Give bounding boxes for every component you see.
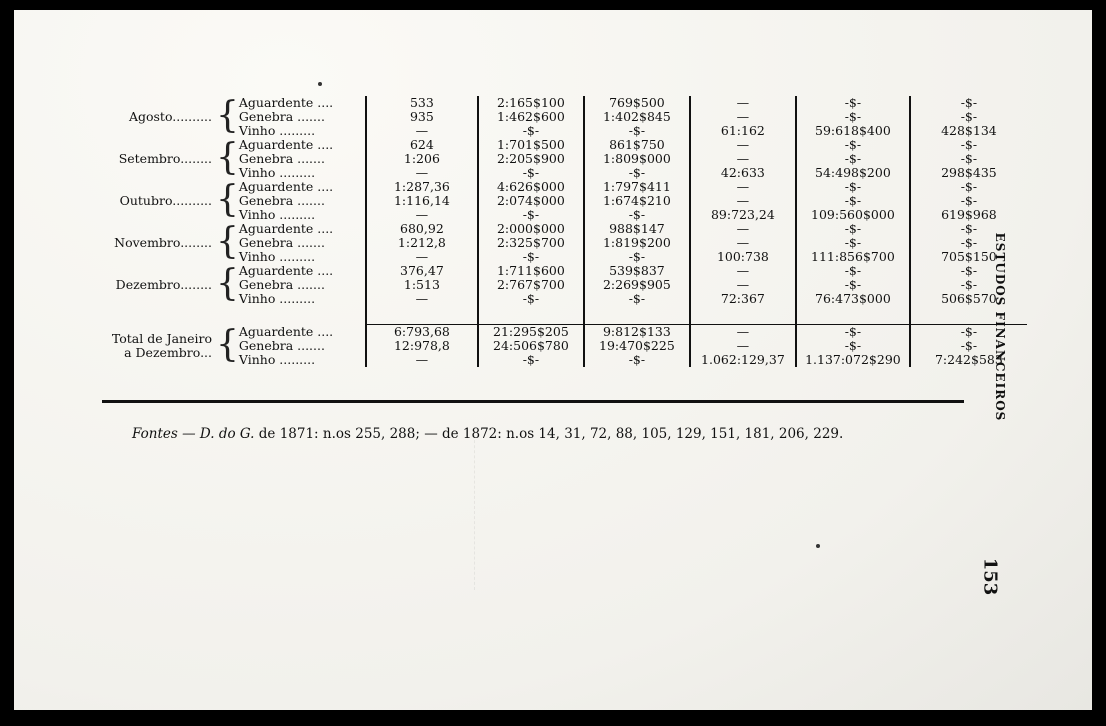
table-row: [92, 222, 1027, 236]
table-cell: 19:470$225: [584, 339, 690, 353]
table-cell: —: [366, 124, 478, 138]
table-cell: -$-: [478, 208, 584, 222]
table-cell: —: [366, 292, 478, 306]
table-cell: 1:206: [366, 152, 478, 166]
table-cell: -$-: [478, 166, 584, 180]
table-cell: —: [366, 166, 478, 180]
beverage-label: Genebra .......: [238, 109, 325, 124]
table-cell: -$-: [910, 236, 1027, 250]
table-cell: 24:506$780: [478, 339, 584, 353]
table-cell: —: [690, 339, 796, 353]
sources-text: de 1871: n.os 255, 288; — de 1872: n.os 14, 31, 72, 88, 105, 129, 151, 181, 206, 229.: [258, 426, 844, 442]
month-label: Setembro........: [118, 151, 212, 166]
table-cell: 861$750: [584, 138, 690, 152]
beverage-label: Vinho .........: [238, 291, 316, 306]
table-cell: 1:287,36: [366, 180, 478, 194]
beverage-label: Genebra .......: [238, 338, 325, 353]
table-cell: -$-: [910, 138, 1027, 152]
sources-label: Fontes —: [132, 426, 196, 442]
table-row: [92, 180, 1027, 194]
table-cell: 54:498$200: [796, 166, 910, 180]
separator-row: [92, 306, 1027, 325]
table-cell: —: [690, 194, 796, 208]
table-cell: 988$147: [584, 222, 690, 236]
table-cell: -$-: [910, 96, 1027, 110]
table-cell: -$-: [796, 278, 910, 292]
beverage-label: Aguardente ....: [238, 221, 334, 236]
table-cell: —: [366, 250, 478, 264]
brace-glyph: {: [216, 137, 239, 178]
table-cell: 680,92: [366, 222, 478, 236]
table-cell: —: [690, 152, 796, 166]
ink-speck: [318, 82, 322, 86]
table-cell: 76:473$000: [796, 292, 910, 306]
table-cell: 705$150: [910, 250, 1027, 264]
table-cell: 72:367: [690, 292, 796, 306]
table-cell: -$-: [910, 152, 1027, 166]
table-cell: -$-: [478, 353, 584, 367]
sources-publication: D. do G.: [199, 426, 255, 442]
table-cell: 624: [366, 138, 478, 152]
table-cell: 298$435: [910, 166, 1027, 180]
table-cell: —: [690, 180, 796, 194]
table-cell: 42:633: [690, 166, 796, 180]
table-row: [92, 264, 1027, 278]
table-cell: —: [366, 208, 478, 222]
table-cell: -$-: [584, 208, 690, 222]
table-cell: 1.062:129,37: [690, 353, 796, 367]
table-cell: 2:074$000: [478, 194, 584, 208]
table-cell: —: [690, 325, 796, 340]
beverage-label: Aguardente ....: [238, 95, 334, 110]
page-number: 153: [979, 557, 1001, 596]
table-cell: —: [690, 96, 796, 110]
table-cell: -$-: [796, 222, 910, 236]
table-cell: 1:797$411: [584, 180, 690, 194]
table-cell: 1:711$600: [478, 264, 584, 278]
total-label: [92, 325, 216, 368]
beverage-label: Vinho .........: [238, 165, 316, 180]
table-cell: -$-: [478, 124, 584, 138]
table-cell: 9:812$133: [584, 325, 690, 340]
table-cell: -$-: [796, 194, 910, 208]
beverage-label: Aguardente ....: [238, 137, 334, 152]
table-cell: -$-: [584, 250, 690, 264]
table-cell: -$-: [796, 339, 910, 353]
table-cell: 935: [366, 110, 478, 124]
table-cell: -$-: [910, 180, 1027, 194]
table-cell: 1:116,14: [366, 194, 478, 208]
table-row: [92, 138, 1027, 152]
brace-glyph: {: [216, 95, 239, 136]
month-label: Agosto..........: [128, 109, 212, 124]
table-cell: -$-: [584, 353, 690, 367]
table-cell: 428$134: [910, 124, 1027, 138]
total-label-line1: Total de Janeiro: [111, 330, 212, 346]
table-cell: -$-: [796, 325, 910, 340]
table-cell: -$-: [796, 236, 910, 250]
total-label-line2: a Dezembro...: [124, 344, 212, 360]
table-row: [92, 325, 1027, 340]
table-cell: —: [690, 138, 796, 152]
month-label: Outubro..........: [119, 193, 212, 208]
table-cell: -$-: [796, 264, 910, 278]
beverage-label: Genebra .......: [238, 151, 325, 166]
table-cell: 769$500: [584, 96, 690, 110]
table-cell: 89:723,24: [690, 208, 796, 222]
table-cell: 1:819$200: [584, 236, 690, 250]
table-cell: 1:212,8: [366, 236, 478, 250]
brace-glyph: {: [216, 221, 239, 262]
table-cell: —: [690, 110, 796, 124]
table-cell: -$-: [796, 180, 910, 194]
table-cell: 1:674$210: [584, 194, 690, 208]
table-cell: 2:325$700: [478, 236, 584, 250]
table-cell: -$-: [796, 152, 910, 166]
table-cell: —: [690, 264, 796, 278]
table-cell: 376,47: [366, 264, 478, 278]
table-cell: 12:978,8: [366, 339, 478, 353]
beverage-label: Aguardente ....: [238, 179, 334, 194]
table-cell: -$-: [910, 194, 1027, 208]
table-cell: 6:793,68: [366, 325, 478, 340]
ink-speck: [816, 544, 820, 548]
beverage-label: Aguardente ....: [238, 263, 334, 278]
table-cell: 2:767$700: [478, 278, 584, 292]
table-row: [92, 96, 1027, 110]
table-cell: -$-: [584, 124, 690, 138]
beverage-label: Genebra .......: [238, 277, 325, 292]
table-cell: 1.137:072$290: [796, 353, 910, 367]
table-cell: 1:701$500: [478, 138, 584, 152]
brace-glyph: {: [216, 263, 239, 304]
table-cell: 533: [366, 96, 478, 110]
table-cell: 109:560$000: [796, 208, 910, 222]
table-cell: 21:295$205: [478, 325, 584, 340]
table-cell: 2:269$905: [584, 278, 690, 292]
table-cell: —: [366, 353, 478, 367]
table-cell: -$-: [478, 292, 584, 306]
table-cell: 59:618$400: [796, 124, 910, 138]
table-cell: -$-: [796, 138, 910, 152]
table-cell: -$-: [910, 278, 1027, 292]
table-cell: 1:402$845: [584, 110, 690, 124]
beverage-label: Genebra .......: [238, 235, 325, 250]
table-cell: -$-: [910, 110, 1027, 124]
table-bottom-rule: [102, 400, 964, 403]
table-cell: —: [690, 278, 796, 292]
table-cell: 100:738: [690, 250, 796, 264]
table-cell: 111:856$700: [796, 250, 910, 264]
bleed-through-shadow: [474, 430, 825, 590]
table-cell: 2:205$900: [478, 152, 584, 166]
beverage-label: Aguardente ....: [238, 323, 334, 339]
table-cell: —: [690, 236, 796, 250]
beverage-label: Vinho .........: [238, 123, 316, 138]
table-cell: 7:242$583: [910, 353, 1027, 367]
table-cell: 1:513: [366, 278, 478, 292]
table-cell: -$-: [478, 250, 584, 264]
table-cell: -$-: [796, 110, 910, 124]
beverage-label: Vinho .........: [238, 352, 316, 367]
table-cell: -$-: [584, 292, 690, 306]
table-cell: -$-: [910, 222, 1027, 236]
statistics-table: [92, 96, 1027, 367]
table-cell: 61:162: [690, 124, 796, 138]
table-cell: 506$570: [910, 292, 1027, 306]
table-cell: 1:462$600: [478, 110, 584, 124]
table-cell: —: [690, 222, 796, 236]
table-cell: -$-: [910, 339, 1027, 353]
month-label: Novembro........: [114, 235, 212, 250]
table-cell: -$-: [910, 325, 1027, 340]
beverage-label: Genebra .......: [238, 193, 325, 208]
table-cell: -$-: [584, 166, 690, 180]
table-cell: 2:165$100: [478, 96, 584, 110]
sources-note: [132, 426, 843, 442]
month-label: Dezembro........: [115, 277, 212, 292]
running-head: ESTUDOS FINANCEIROS: [993, 232, 1007, 422]
brace-glyph: {: [216, 179, 239, 220]
beverage-label: Vinho .........: [238, 207, 316, 222]
table-cell: 619$968: [910, 208, 1027, 222]
brace-glyph: {: [216, 323, 239, 365]
table-cell: 539$837: [584, 264, 690, 278]
table-cell: -$-: [910, 264, 1027, 278]
table-cell: 4:626$000: [478, 180, 584, 194]
table-cell: 2:000$000: [478, 222, 584, 236]
table-cell: -$-: [796, 96, 910, 110]
table-cell: 1:809$000: [584, 152, 690, 166]
beverage-label: Vinho .........: [238, 249, 316, 264]
